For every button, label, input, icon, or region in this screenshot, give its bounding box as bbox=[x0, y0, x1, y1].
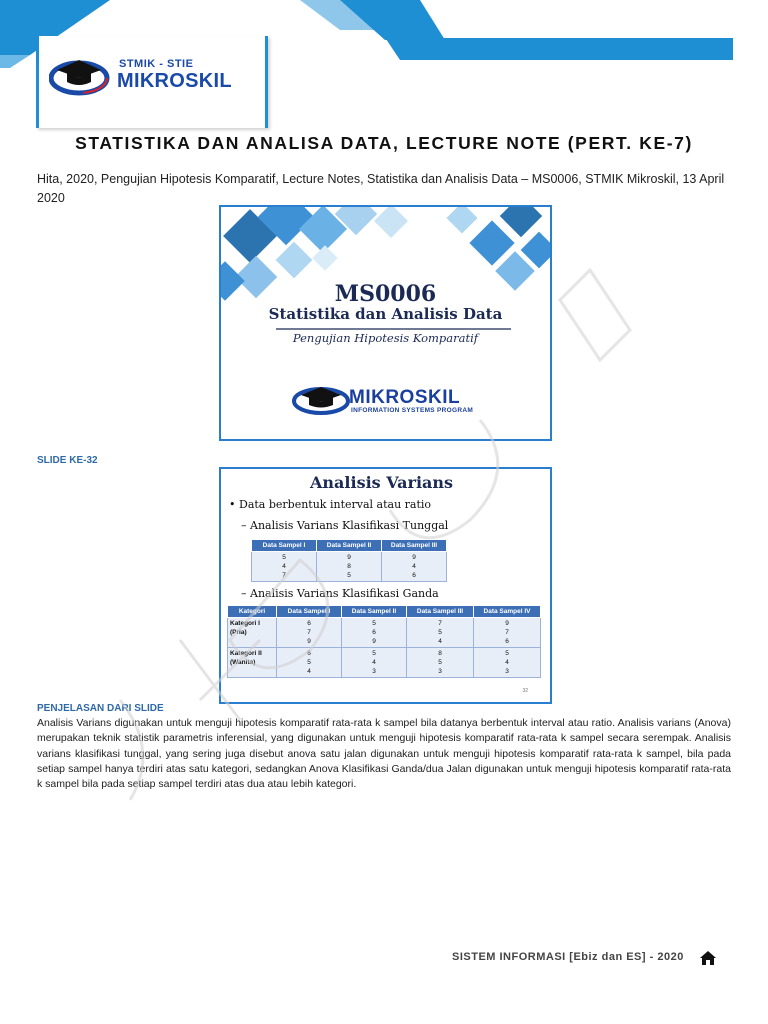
content-slide bbox=[219, 467, 552, 704]
table-cell: 5 4 3 bbox=[342, 648, 407, 678]
slide-subbullet-2-text: Analisis Varians Klasifikasi Ganda bbox=[250, 587, 439, 600]
cover-program: INFORMATION SYSTEMS PROGRAM bbox=[351, 407, 474, 414]
cover-brand: MIKROSKIL bbox=[349, 387, 461, 408]
cover-slide bbox=[219, 205, 552, 441]
table-cell: 5 4 3 bbox=[474, 648, 541, 678]
institution-logo bbox=[36, 36, 268, 128]
logo-line2: MIKROSKIL bbox=[117, 70, 232, 92]
slide-bullet: • Data berbentuk interval atau ratio bbox=[229, 498, 432, 511]
table-cell: 9 7 6 bbox=[474, 618, 541, 648]
slide-title: Analisis Varians bbox=[310, 473, 454, 492]
table-cell: 9 4 6 bbox=[382, 552, 447, 582]
table-header: Data Sampel III bbox=[407, 606, 474, 618]
table-row bbox=[228, 648, 541, 678]
table-header: Data Sampel III bbox=[382, 540, 447, 552]
table-header: Data Sampel I bbox=[277, 606, 342, 618]
slide-page-number: 32 bbox=[522, 688, 528, 694]
table-header: Kategori bbox=[228, 606, 277, 618]
course-code: MS0006 bbox=[334, 281, 437, 307]
citation: Hita, 2020, Pengujian Hipotesis Komparatif, Lecture Notes, Statistika dan Analisis Data – MS0006, STMIK Mikroskil, 13 April 2020 bbox=[37, 172, 725, 205]
table-cell: 9 8 5 bbox=[317, 552, 382, 582]
table-cell: 5 4 7 bbox=[252, 552, 317, 582]
explanation-text: Analisis Varians digunakan untuk menguji hipotesis komparatif rata-rata k sampel bila datanya berbentuk interval atau ratio. Analisis varians (Anova) merupakan teknik statistik parametris inferensial, yang digunakan untuk menguji hipotesis komparatif rata-rata k sampel secara serempak. Analisis varians klasifikasi tunggal, yang sering juga disebut anova satu jalan digunakan untuk menguji hipotesis komparatif rata-rata k sampel, bila pada setiap sampel hanya terdiri atas satu kategori, sedangkan Anova Klasifikasi Ganda/dua Jalan digunakan untuk menguji hipotesis komparatif rata-rata k sampel bila pada setiap sampel terdiri atas dua atau lebih kategori. bbox=[37, 717, 731, 791]
footer-text: SISTEM INFORMASI [Ebiz dan ES] - 2020 bbox=[452, 951, 684, 963]
table-cell: 8 5 3 bbox=[407, 648, 474, 678]
table-header: Data Sampel II bbox=[342, 606, 407, 618]
double-classification-table bbox=[227, 605, 541, 678]
slide-subbullet-2: – Analisis Varians Klasifikasi Ganda bbox=[241, 587, 439, 600]
table-cell: 7 5 4 bbox=[407, 618, 474, 648]
home-icon[interactable] bbox=[699, 950, 717, 966]
table-row bbox=[228, 618, 541, 648]
table-header: Data Sampel IV bbox=[474, 606, 541, 618]
graduation-cap-icon bbox=[49, 56, 113, 96]
document-title: STATISTIKA DAN ANALISA DATA, LECTURE NOTE (PERT. KE-7) bbox=[75, 133, 693, 153]
table-row bbox=[252, 552, 447, 582]
table-cell: 5 6 9 bbox=[342, 618, 407, 648]
explanation-heading: PENJELASAN DARI SLIDE bbox=[37, 703, 164, 714]
slide-subbullet-1-text: Analisis Varians Klasifikasi Tunggal bbox=[250, 519, 449, 532]
course-title: Statistika dan Analisis Data bbox=[268, 305, 503, 323]
logo-line1: STMIK - STIE bbox=[119, 58, 194, 70]
table-header: Data Sampel I bbox=[252, 540, 317, 552]
table-cell: Kategori I (Pria) bbox=[228, 618, 277, 648]
slide-number-label: SLIDE KE-32 bbox=[37, 455, 98, 466]
cover-subtitle: Pengujian Hipotesis Komparatif bbox=[292, 331, 479, 345]
table-cell: Kategori II (Wanita) bbox=[228, 648, 277, 678]
single-classification-table bbox=[251, 539, 447, 582]
slide-subbullet-1: – Analisis Varians Klasifikasi Tunggal bbox=[241, 519, 449, 532]
table-cell: 6 5 4 bbox=[277, 648, 342, 678]
table-cell: 6 7 9 bbox=[277, 618, 342, 648]
slide-bullet-text: Data berbentuk interval atau ratio bbox=[239, 498, 432, 511]
table-header: Data Sampel II bbox=[317, 540, 382, 552]
